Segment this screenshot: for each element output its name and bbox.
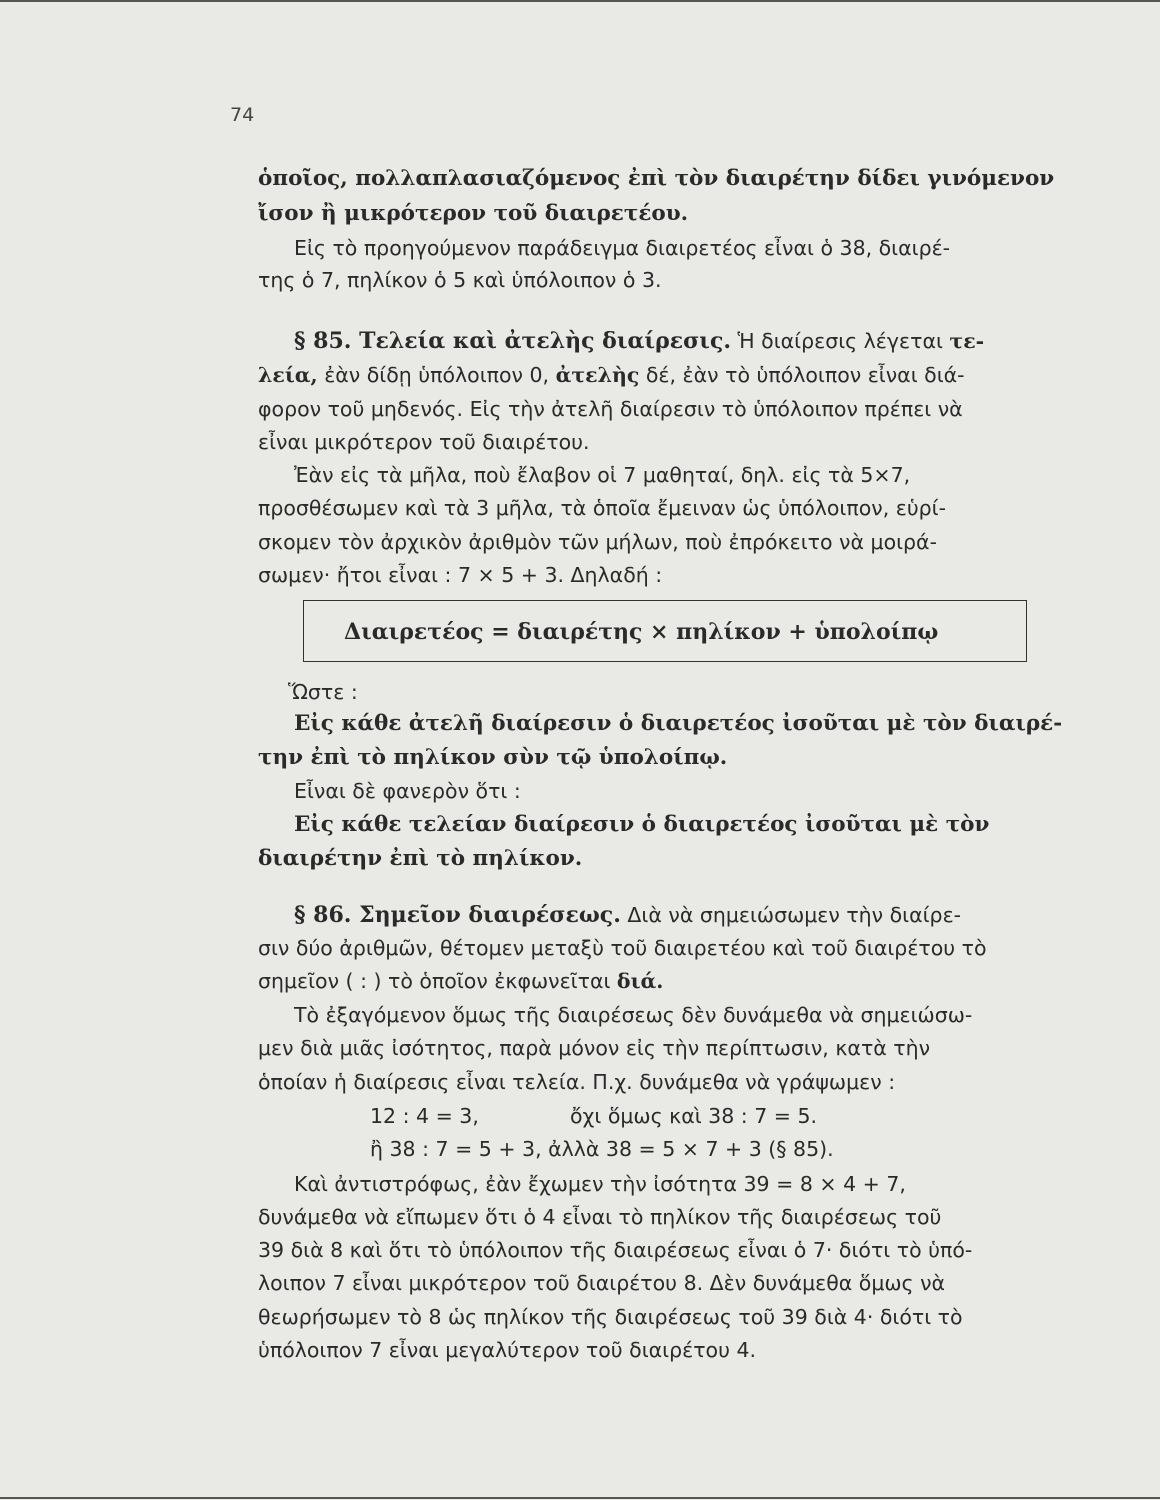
- text-line: Τὸ ἐξαγόμενον ὅμως τῆς διαιρέσεως δὲν δυνάμεθα νὰ σημειώσω-: [294, 1003, 973, 1027]
- text-line: Καὶ ἀντιστρόφως, ἐὰν ἔχωμεν τὴν ἰσότητα 39 = 8 × 4 + 7,: [294, 1172, 906, 1196]
- text-line: λοιπον 7 εἶναι μικρότερον τοῦ διαιρέτου 8. Δὲν δυνάμεθα ὅμως νὰ: [258, 1271, 946, 1295]
- text-line: εἶναι μικρότερον τοῦ διαιρέτου.: [258, 430, 590, 454]
- rule-statement-2-cont: διαιρέτην ἐπὶ τὸ πηλίκον.: [258, 846, 583, 871]
- text-line: σωμεν· ἤτοι εἶναι : 7 × 5 + 3. Δηλαδή :: [258, 563, 663, 587]
- text-line: λεία, ἐὰν δίδῃ ὑπόλοιπον 0, ἀτελὴς δέ, ἐὰν τὸ ὑπόλοιπον εἶναι διά-: [258, 363, 965, 387]
- scan-edge-bottom: [0, 1497, 1160, 1499]
- text-line: σιν δύο ἀριθμῶν, θέτομεν μεταξὺ τοῦ διαιρετέου καὶ τοῦ διαιρέτου τὸ: [258, 936, 987, 960]
- scan-edge-top: [0, 0, 1160, 2]
- section-86-title: § 86. Σημεῖον διαιρέσεως.: [294, 902, 621, 928]
- text-line: σκομεν τὸν ἀρχικὸν ἀριθμὸν τῶν μήλων, ποὺ ἐπρόκειτο νὰ μοιρά-: [258, 530, 937, 554]
- text-line: δυνάμεθα νὰ εἴπωμεν ὅτι ὁ 4 εἶναι τὸ πηλίκον τῆς διαιρέσεως τοῦ: [258, 1205, 942, 1229]
- book-page: 74 ὁποῖος, πολλαπλασιαζόμενος ἐπὶ τὸν διαιρέτην δίδει γινόμενον ἴσον ἢ μικρότερον τοῦ διαιρετέου. Εἰς τὸ προηγούμενον παράδειγμα διαιρετέος εἶναι ὁ 38, διαιρέ- της ὁ 7, πηλίκον ὁ 5 καὶ ὑπόλοιπον ὁ 3. § 85. Τελεία καὶ ἀτελὴς διαίρεσις. Ἡ διαίρεσις λέγεται τε- λεία, ἐὰν δίδῃ ὑπόλοιπον 0, ἀτελὴς δέ, ἐὰν τὸ ὑπόλοιπον εἶναι διά- φορον τοῦ μηδενός. Εἰς τὴν ἀτελῆ διαίρεσιν τὸ ὑπόλοιπον πρέπει νὰ εἶναι μικρότερον τοῦ διαιρέτου. Ἐὰν εἰς τὰ μῆλα, ποὺ ἔλαβον οἱ 7 μαθηταί, δηλ. εἰς τὰ 5×7, προσθέσωμεν καὶ τὰ 3 μῆλα, τὰ ὁποῖα ἔμειναν ὡς ὑπόλοιπον, εὑρί- σκομεν τὸν ἀρχικὸν ἀριθμὸν τῶν μήλων, ποὺ ἐπρόκειτο νὰ μοιρά- σωμεν· ἤτοι εἶναι : 7 × 5 + 3. Δηλαδή : Ὥστε : Εἰς κάθε ἀτελῆ διαίρεσιν ὁ διαιρετέος ἰσοῦται μὲ τὸν διαιρέ- την ἐπὶ τὸ πηλίκον σὺν τῷ ὑπολοίπῳ. Εἶναι δὲ φανερὸν ὅτι : Εἰς κάθε τελείαν διαίρεσιν ὁ διαιρετέος ἰσοῦται μὲ τὸν διαιρέτην ἐπὶ τὸ πηλίκον. § 86. Σημεῖον διαιρέσεως. Διὰ νὰ σημειώσωμεν τὴν διαίρε- σιν δύο ἀριθμῶν, θέτομεν μεταξὺ τοῦ διαιρετέου καὶ τοῦ διαιρέτου τὸ σημεῖον ( : ) τὸ ὁποῖον ἐκφωνεῖται διά. Τὸ ἐξαγόμενον ὅμως τῆς διαιρέσεως δὲν δυνάμεθα νὰ σημειώσω- μεν διὰ μιᾶς ἰσότητος, παρὰ μόνον εἰς τὴν περίπτωσιν, κατὰ τὴν ὁποίαν ἡ διαίρεσις εἶναι τελεία. Π.χ. δυνάμεθα νὰ γράψωμεν : 12 : 4 = 3, ὄχι ὅμως καὶ 38 : 7 = 5. ἢ 38 : 7 = 5 + 3, ἀλλὰ 38 = 5 × 7 + 3 (§ 85). Καὶ ἀντιστρόφως, ἐὰν ἔχωμεν τὴν ἰσότητα 39 = 8 × 4 + 7, δυνάμεθα νὰ εἴπωμεν ὅτι ὁ 4 εἶναι τὸ πηλίκον τῆς διαιρέσεως τοῦ 39 διὰ 8 καὶ ὅτι τὸ ὑπόλοιπον τῆς διαιρέσεως εἶναι ὁ 7· διότι τὸ ὑπό- λοιπον 7 εἶναι μικρότερον τοῦ διαιρέτου 8. Δὲν δυνάμεθα ὅμως νὰ θεωρήσωμεν τὸ 8 ὡς πηλίκον τῆς διαιρέσεως τοῦ 39 διὰ 4· διότι τὸ ὑπόλοιπον 7 εἶναι μεγαλύτερον τοῦ διαιρέτου 4. Διαιρετέος = διαιρέτης × πηλίκον + ὑπολοίπῳ: [0, 0, 1160, 1500]
- text-line: ὑπόλοιπον 7 εἶναι μεγαλύτερον τοῦ διαιρέτου 4.: [258, 1338, 757, 1362]
- rule-statement-2: Εἰς κάθε τελείαν διαίρεσιν ὁ διαιρετέος ἰσοῦται μὲ τὸν: [294, 812, 990, 837]
- section-86-heading-line: § 86. Σημεῖον διαιρέσεως. Διὰ νὰ σημειώσωμεν τὴν διαίρε-: [294, 902, 962, 928]
- rule-statement-1-cont: την ἐπὶ τὸ πηλίκον σὺν τῷ ὑπολοίπῳ.: [258, 745, 728, 770]
- formula-text: Διαιρετέος = διαιρέτης × πηλίκον + ὑπολοίπῳ: [344, 619, 939, 645]
- section-85-heading-line: § 85. Τελεία καὶ ἀτελὴς διαίρεσις. Ἡ διαίρεσις λέγεται τε-: [294, 328, 985, 354]
- page-number: 74: [230, 104, 255, 126]
- text-line: προσθέσωμεν καὶ τὰ 3 μῆλα, τὰ ὁποῖα ἔμειναν ὡς ὑπόλοιπον, εὑρί-: [258, 496, 947, 520]
- text-line: Εἰς τὸ προηγούμενον παράδειγμα διαιρετέος εἶναι ὁ 38, διαιρέ-: [294, 236, 951, 260]
- formula-box: [303, 600, 1027, 662]
- rule-statement-1: Εἰς κάθε ἀτελῆ διαίρεσιν ὁ διαιρετέος ἰσοῦται μὲ τὸν διαιρέ-: [294, 711, 1063, 736]
- text-line: Ἐὰν εἰς τὰ μῆλα, ποὺ ἔλαβον οἱ 7 μαθηταί, δηλ. εἰς τὰ 5×7,: [294, 463, 911, 487]
- text-line: ὁποῖος, πολλαπλασιαζόμενος ἐπὶ τὸν διαιρέτην δίδει γινόμενον: [258, 166, 1055, 191]
- text-line: ἴσον ἢ μικρότερον τοῦ διαιρετέου.: [258, 201, 689, 226]
- section-85-title: § 85. Τελεία καὶ ἀτελὴς διαίρεσις.: [294, 328, 732, 354]
- text-line: ὁποίαν ἡ διαίρεσις εἶναι τελεία. Π.χ. δυνάμεθα νὰ γράψωμεν :: [258, 1070, 896, 1094]
- text-line: Ὥστε :: [288, 680, 358, 704]
- text-line: 39 διὰ 8 καὶ ὅτι τὸ ὑπόλοιπον τῆς διαιρέσεως εἶναι ὁ 7· διότι τὸ ὑπό-: [258, 1238, 973, 1262]
- text-line: σημεῖον ( : ) τὸ ὁποῖον ἐκφωνεῖται διά.: [258, 969, 664, 993]
- text-line: φορον τοῦ μηδενός. Εἰς τὴν ἀτελῆ διαίρεσιν τὸ ὑπόλοιπον πρέπει νὰ: [258, 397, 963, 421]
- text-line: της ὁ 7, πηλίκον ὁ 5 καὶ ὑπόλοιπον ὁ 3.: [258, 268, 662, 292]
- text-line: μεν διὰ μιᾶς ἰσότητος, παρὰ μόνον εἰς τὴν περίπτωσιν, κατὰ τὴν: [258, 1036, 931, 1060]
- text-line: θεωρήσωμεν τὸ 8 ὡς πηλίκον τῆς διαιρέσεως τοῦ 39 διὰ 4· διότι τὸ: [258, 1305, 963, 1329]
- text-line: Εἶναι δὲ φανερὸν ὅτι :: [294, 779, 521, 803]
